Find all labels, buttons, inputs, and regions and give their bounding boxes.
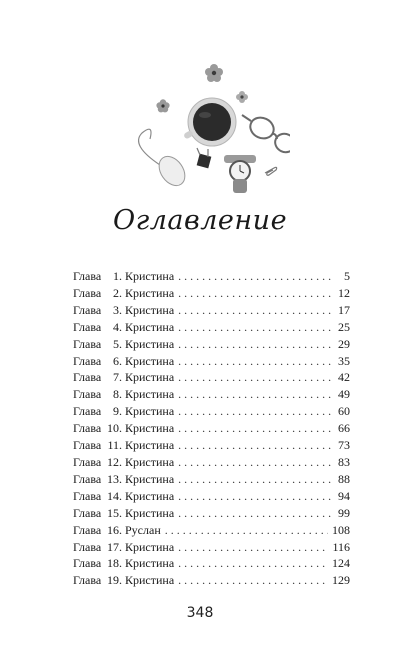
chapter-number: 11.: [107, 438, 122, 453]
flower-icon: [236, 91, 248, 103]
chapter-title: Кристина: [125, 556, 175, 571]
toc-entry: [73, 403, 350, 420]
toc-entry: [73, 319, 350, 336]
chapter-title: Руслан: [125, 522, 161, 537]
chapter-title: Кристина: [125, 370, 175, 385]
chapter-page: 60: [338, 404, 350, 419]
leader-dots: [178, 555, 328, 572]
leader-dots: [165, 522, 328, 539]
chapter-title: Кристина: [125, 471, 175, 486]
toc-entry: [73, 505, 350, 522]
leader-dots: [178, 505, 334, 522]
chapter-number: 18.: [107, 556, 122, 571]
leader-dots: [178, 471, 334, 488]
chapter-page: 99: [338, 505, 350, 520]
paperclip-icon: [265, 167, 277, 175]
chapter-number: 13.: [107, 471, 122, 486]
toc-entry: [73, 302, 350, 319]
leader-dots: [178, 285, 334, 302]
chapter-title: Кристина: [125, 438, 175, 453]
chapter-number: 8.: [113, 387, 122, 402]
page-number: 348: [186, 605, 214, 621]
chapter-page: 29: [338, 336, 350, 351]
chapter-word: Глава: [73, 539, 102, 554]
chapter-page: 73: [338, 438, 350, 453]
leader-dots: [178, 437, 334, 454]
leader-dots: [178, 403, 334, 420]
chapter-page: 124: [332, 556, 350, 571]
leader-dots: [178, 539, 328, 556]
chapter-number: 12.: [107, 454, 122, 469]
chapter-word: Глава: [73, 505, 102, 520]
toc-entry: [73, 522, 350, 539]
leader-dots: [178, 386, 334, 403]
chapter-title: Кристина: [125, 269, 175, 283]
chapter-page: 35: [338, 353, 350, 368]
chapter-word: Глава: [73, 454, 102, 469]
chapter-word: Глава: [73, 387, 102, 402]
toc-entry: [73, 572, 350, 589]
chapter-title: Кристина: [125, 505, 175, 520]
chapter-word: Глава: [73, 302, 102, 317]
chapter-title: Кристина: [125, 404, 175, 419]
chapter-number: 4.: [113, 319, 122, 334]
chapter-page: 83: [338, 454, 350, 469]
leader-dots: [178, 369, 334, 386]
chapter-number: 7.: [113, 370, 122, 385]
leader-dots: [178, 268, 334, 285]
toc-entry: [73, 488, 350, 505]
chapter-word: Глава: [73, 269, 102, 283]
chapter-title: Кристина: [125, 336, 175, 351]
chapter-word: Глава: [73, 488, 102, 503]
leader-dots: [178, 572, 328, 589]
chapter-page: 25: [338, 319, 350, 334]
chapter-number: 15.: [107, 505, 122, 520]
chapter-word: Глава: [73, 404, 102, 419]
leader-dots: [178, 454, 334, 471]
chapter-page: 108: [332, 522, 350, 537]
chapter-title: Кристина: [125, 387, 175, 402]
chapter-number: 19.: [107, 573, 122, 588]
chapter-word: Глава: [73, 421, 102, 436]
chapter-page: 49: [338, 387, 350, 402]
chapter-title: Кристина: [125, 573, 175, 588]
toc-entry: [73, 454, 350, 471]
leader-dots: [178, 353, 334, 370]
chapter-number: 3.: [113, 302, 122, 317]
flower-icon: [205, 64, 223, 82]
chapter-title: Кристина: [125, 454, 175, 469]
toc-entry: [73, 386, 350, 403]
chapter-title: Кристина: [125, 539, 175, 554]
chapter-page: 116: [332, 539, 350, 554]
chapter-page: 17: [338, 302, 350, 317]
chapter-number: 14.: [107, 488, 122, 503]
chapter-page: 5: [344, 269, 350, 283]
chapter-title: Кристина: [125, 353, 175, 368]
chapter-page: 12: [338, 285, 350, 300]
coffee-cup-icon: [183, 98, 236, 146]
chapter-word: Глава: [73, 336, 102, 351]
chapter-number: 16.: [107, 522, 122, 537]
chapter-word: Глава: [73, 353, 102, 368]
chapter-title: Кристина: [125, 488, 175, 503]
chapter-number: 1.: [113, 269, 122, 283]
wristwatch-icon: [224, 155, 256, 193]
chapter-page: 88: [338, 471, 350, 486]
toc-entry: [73, 353, 350, 370]
toc-entry: [73, 555, 350, 572]
binder-clip-icon: [197, 148, 212, 168]
chapter-page: 42: [338, 370, 350, 385]
leader-dots: [178, 488, 334, 505]
leader-dots: [178, 319, 334, 336]
table-of-contents: [73, 268, 350, 589]
leader-dots: [178, 420, 334, 437]
chapter-page: 129: [332, 573, 350, 588]
toc-entry: [73, 539, 350, 556]
page-title: Оглавление: [112, 205, 288, 236]
chapter-word: Глава: [73, 438, 102, 453]
chapter-number: 9.: [113, 404, 122, 419]
chapter-word: Глава: [73, 556, 102, 571]
chapter-title: Кристина: [125, 421, 175, 436]
chapter-word: Глава: [73, 319, 102, 334]
chapter-number: 10.: [107, 421, 122, 436]
chapter-word: Глава: [73, 285, 102, 300]
flower-icon: [156, 99, 169, 112]
toc-entry: [73, 369, 350, 386]
chapter-word: Глава: [73, 573, 102, 588]
chapter-number: 17.: [107, 539, 122, 554]
chapter-page: 94: [338, 488, 350, 503]
chapter-number: 6.: [113, 353, 122, 368]
chapter-number: 2.: [113, 285, 122, 300]
chapter-word: Глава: [73, 522, 102, 537]
chapter-word: Глава: [73, 471, 102, 486]
leader-dots: [178, 302, 334, 319]
toc-entry: [73, 285, 350, 302]
toc-entry: [73, 336, 350, 353]
glasses-icon: [242, 114, 290, 156]
leader-dots: [178, 336, 334, 353]
chapter-title: Кристина: [125, 302, 175, 317]
chapter-word: Глава: [73, 370, 102, 385]
toc-entry: [73, 471, 350, 488]
computer-mouse-icon: [139, 129, 191, 190]
chapter-number: 5.: [113, 336, 122, 351]
desk-illustration: [120, 55, 290, 195]
chapter-page: 66: [338, 421, 350, 436]
toc-entry: [73, 420, 350, 437]
toc-entry: [73, 268, 350, 285]
chapter-title: Кристина: [125, 319, 175, 334]
toc-entry: [73, 437, 350, 454]
chapter-title: Кристина: [125, 285, 175, 300]
